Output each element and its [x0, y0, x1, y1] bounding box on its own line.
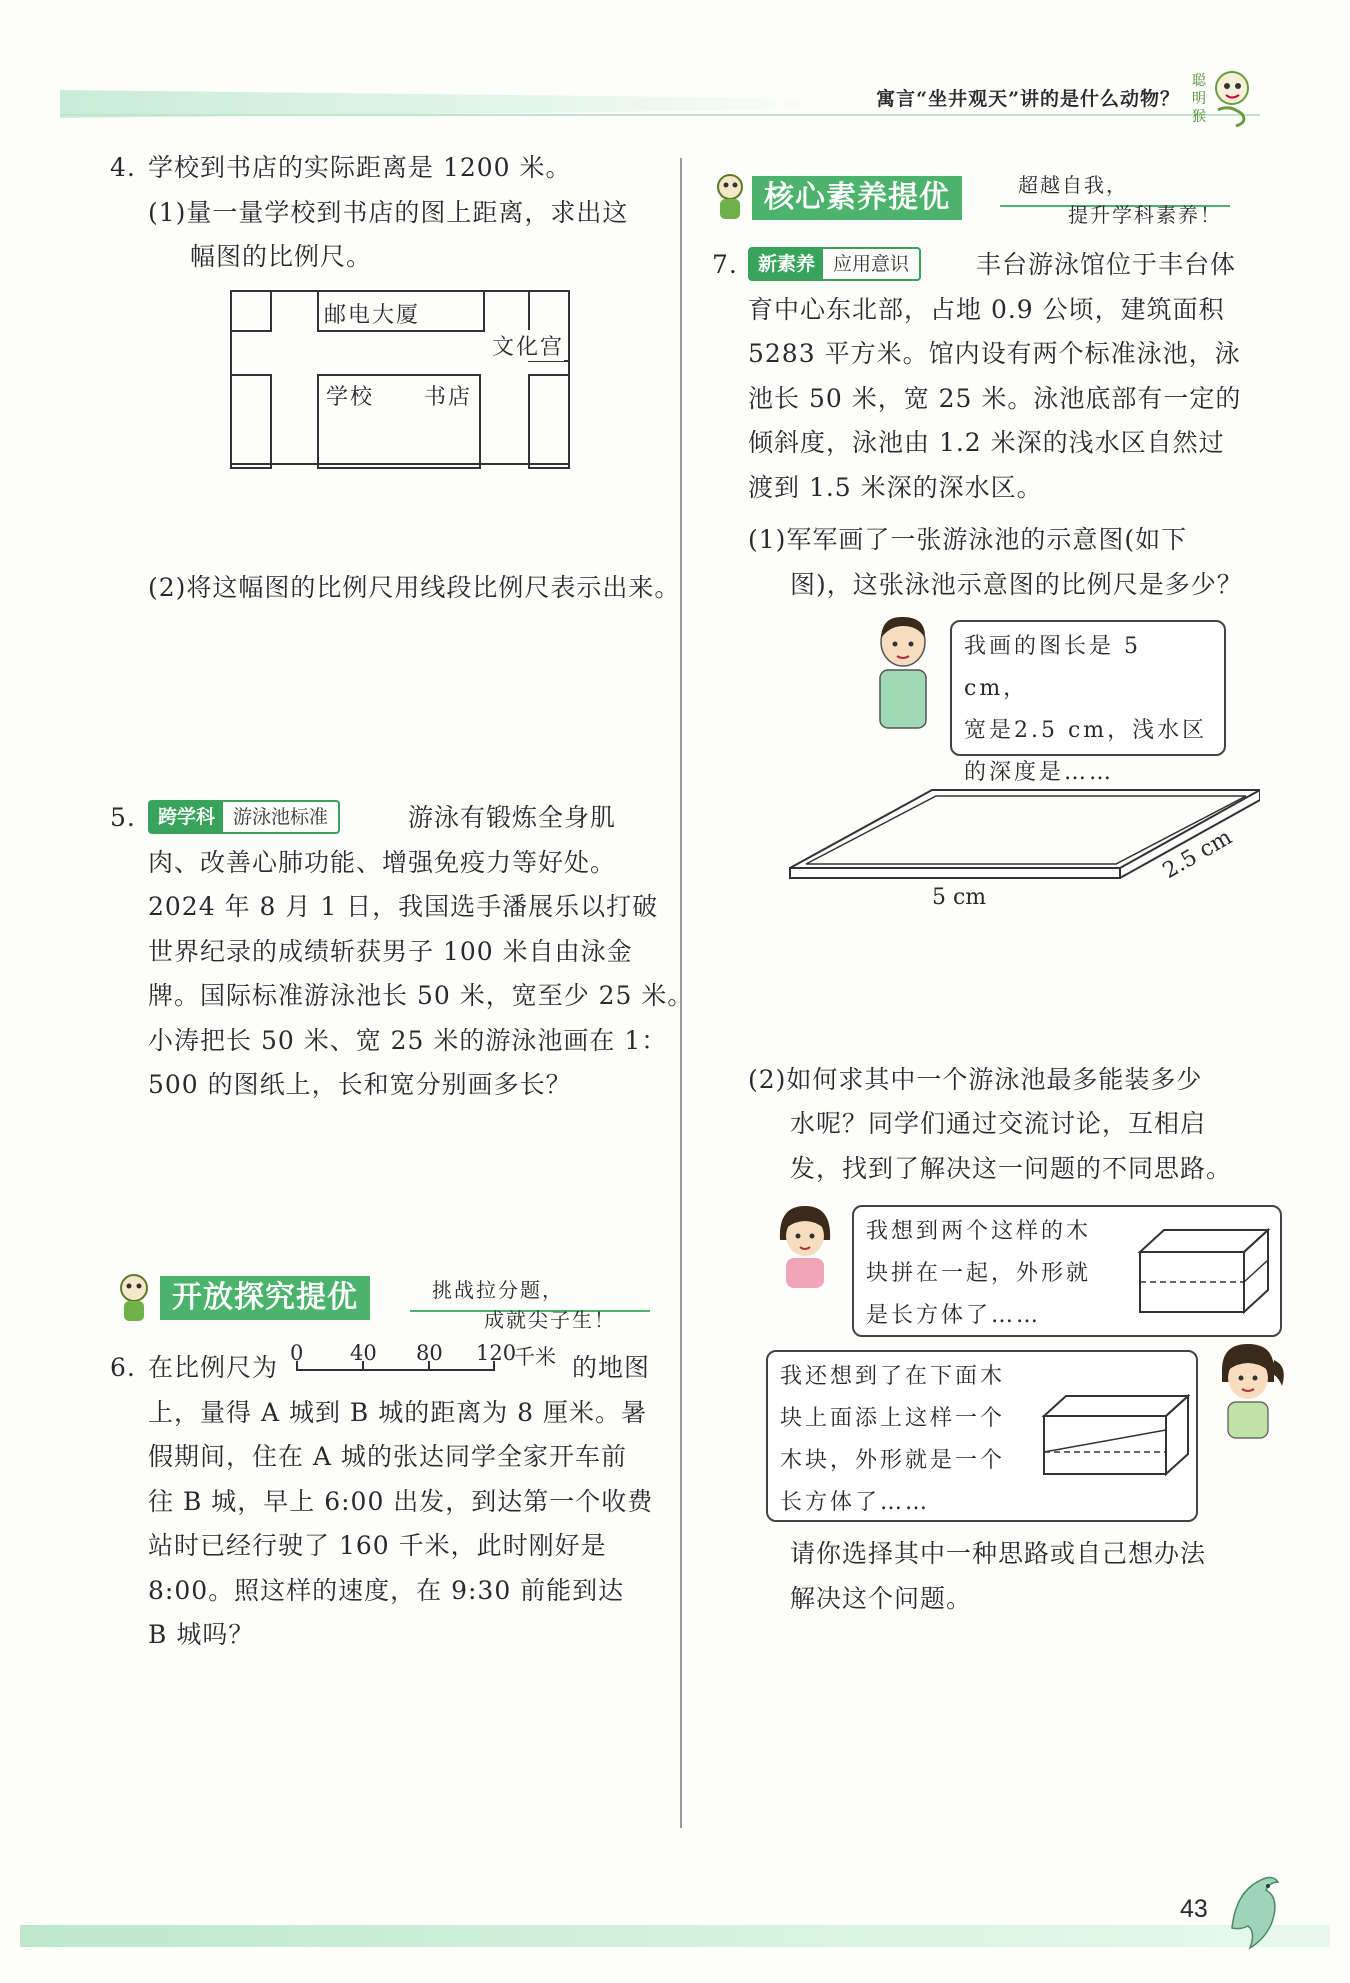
banner-open-title: 开放探究提优 [160, 1276, 370, 1320]
q5-line: 游泳有锻炼全身肌 [408, 803, 617, 832]
map-block-bl [230, 374, 272, 469]
page-number: 43 [1180, 1895, 1208, 1923]
banner-core-sub2: 提升学科素养！ [1068, 203, 1222, 227]
bubble-line: 长方体了…… [780, 1490, 931, 1515]
bubble-line: 我画的图长是 5 cm， [964, 634, 1141, 701]
q7-line: 渡到 1.5 米深的深水区。 [748, 473, 1043, 502]
map-label-wenhua: 文化宫 [492, 330, 564, 361]
map-label-school: 学校 [326, 385, 375, 410]
q5-line: 世界纪录的成绩斩获男子 100 米自由泳金 [148, 937, 633, 966]
q7-final-line: 解决这个问题。 [790, 1584, 973, 1613]
q5-tag [148, 800, 340, 834]
scale-bar-line [296, 1369, 494, 1371]
mascot-icon [706, 168, 754, 224]
q7-sub1-line1: (1)军军画了一张游泳池的示意图(如下 [748, 525, 1188, 554]
q7-sub1-line2: 图)，这张泳池示意图的比例尺是多少？ [790, 570, 1243, 599]
scale-tick-label: 120 [476, 1341, 517, 1365]
q6-line: 8:00。照这样的速度，在 9:30 前能到达 [148, 1576, 625, 1605]
q7-line: 育中心东北部，占地 0.9 公顷，建筑面积 [748, 295, 1225, 324]
q4-number: 4. [110, 153, 136, 182]
q4-sub1-line1: (1)量一量学校到书店的图上距离，求出这 [148, 198, 629, 227]
bubble-line: 块上面添上这样一个 [780, 1406, 1006, 1431]
map-block-br [528, 374, 570, 469]
banner-open-exploration [160, 1276, 370, 1320]
dolphin-icon [1222, 1868, 1286, 1958]
q5-line: 肉、改善心肺功能、增强免疫力等好处。 [148, 848, 617, 877]
q4-sub1-line2: 幅图的比例尺。 [190, 242, 373, 271]
bubble-line: 的深度是…… [964, 760, 1115, 785]
school-map [230, 290, 570, 465]
q7-line: 丰台游泳馆位于丰台体 [976, 250, 1237, 279]
q5-line: 2024 年 8 月 1 日，我国选手潘展乐以打破 [148, 892, 659, 921]
q7-line: 池长 50 米，宽 25 米。泳池底部有一定的 [748, 384, 1242, 413]
q6-line: 站时已经行驶了 160 千米，此时刚好是 [148, 1531, 607, 1560]
scale-tick-label: 40 [350, 1341, 377, 1365]
banner-open-sub2: 成就尖子生！ [484, 1308, 616, 1332]
q7-sub2-line: 水呢？同学们通过交流讨论，互相启 [790, 1109, 1207, 1138]
q7-tag [748, 247, 921, 281]
q6-line: 上，量得 A 城到 B 城的距离为 8 厘米。暑 [148, 1398, 648, 1427]
q6-suffix: 的地图 [572, 1353, 651, 1382]
boy-icon [868, 612, 938, 732]
svg-text:明: 明 [1192, 91, 1206, 107]
map-label-bookstore: 书店 [424, 385, 473, 410]
q6-line: 假期间，住在 A 城的张达同学全家开车前 [148, 1442, 627, 1471]
svg-text:聪: 聪 [1192, 73, 1206, 89]
scale-tick-label: 80 [416, 1341, 443, 1365]
q5-tag-topic: 游泳池标准 [233, 806, 329, 828]
q5-line: 牌。国际标准游泳池长 50 米，宽至少 25 米。 [148, 981, 694, 1010]
map-block-tl [230, 290, 272, 332]
monkey-logo-icon [1190, 60, 1260, 130]
q7-line: 倾斜度，泳池由 1.2 米深的浅水区自然过 [748, 428, 1225, 457]
q4-sub2: (2)将这幅图的比例尺用线段比例尺表示出来。 [148, 573, 681, 602]
q7-final-line: 请你选择其中一种思路或自己想办法 [790, 1539, 1207, 1568]
svg-text:猴: 猴 [1192, 109, 1206, 125]
header-line [60, 114, 1260, 116]
girl-icon [770, 1200, 840, 1290]
banner-core-sub1: 超越自我， [1018, 173, 1128, 197]
map-label-youdian: 邮电大厦 [324, 303, 421, 328]
bubble-line: 宽是2.5 cm，浅水区 [964, 718, 1208, 743]
q6-line: 往 B 城，早上 6:00 出发，到达第一个收费 [148, 1487, 654, 1516]
q6-line: B 城吗？ [148, 1620, 255, 1649]
q5-number: 5. [110, 803, 136, 832]
bubble-line: 我想到两个这样的木 [866, 1219, 1092, 1244]
bubble-line: 木块，外形就是一个 [780, 1448, 1006, 1473]
q6-number: 6. [110, 1353, 136, 1382]
q5-tag-subject: 跨学科 [150, 802, 223, 832]
mascot-icon [108, 1268, 160, 1326]
pool-length-label: 5 cm [932, 885, 987, 910]
pool-width-label: 2.5 cm [1158, 824, 1237, 885]
q5-line: 小涛把长 50 米、宽 25 米的游泳池画在 1： [148, 1026, 668, 1055]
girl-with-pigtails-icon [1208, 1340, 1288, 1440]
speech-bubble-boy [950, 620, 1226, 785]
wedge-blocks-diagram [1040, 1390, 1190, 1480]
line-scale-bar [290, 1341, 576, 1385]
q7-number: 7. [712, 250, 738, 279]
footer-band [20, 1925, 1330, 1947]
q5-line: 500 的图纸上，长和宽分别画多长？ [148, 1070, 572, 1099]
banner-core-literacy [752, 176, 962, 220]
bubble-line: 我还想到了在下面木 [780, 1364, 1006, 1389]
q4-stem: 学校到书店的实际距离是 1200 米。 [148, 153, 572, 182]
stacked-blocks-diagram [1136, 1222, 1272, 1318]
bubble-line: 块拼在一起，外形就 [866, 1261, 1092, 1286]
banner-open-sub1: 挑战拉分题， [432, 1278, 564, 1302]
q7-line: 5283 平方米。馆内设有两个标准泳池，泳 [748, 339, 1241, 368]
banner-core-title: 核心素养提优 [752, 176, 962, 220]
scale-tick-label: 0 [290, 1341, 304, 1365]
q7-sub2-line: (2)如何求其中一个游泳池最多能装多少 [748, 1065, 1203, 1094]
scale-unit: 千米 [514, 1345, 556, 1369]
q7-sub2-line: 发，找到了解决这一问题的不同思路。 [790, 1154, 1233, 1183]
bubble-line: 是长方体了…… [866, 1303, 1042, 1328]
q6-prefix: 在比例尺为 [148, 1353, 279, 1382]
q7-tag-literacy: 新素养 [750, 249, 823, 279]
q7-tag-topic: 应用意识 [833, 253, 910, 275]
header-riddle: 寓言“坐井观天”讲的是什么动物？ [876, 88, 1180, 110]
